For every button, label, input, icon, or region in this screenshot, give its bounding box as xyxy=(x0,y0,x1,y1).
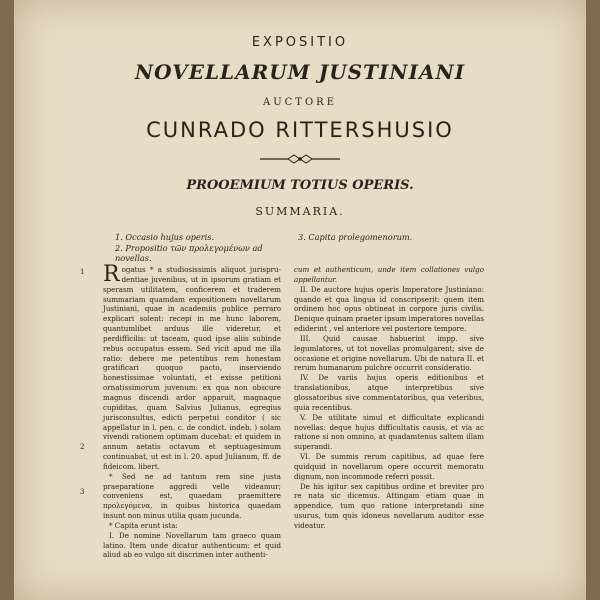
column-left xyxy=(103,262,281,560)
summaria-item: 1. Occasio hujus operis. xyxy=(115,232,215,242)
column-right xyxy=(294,265,484,531)
paragraph xyxy=(103,262,281,472)
summaria-item: 3. Capita prolegomenorum. xyxy=(298,232,413,242)
title-expositio: EXPOSITIO xyxy=(251,35,349,50)
margin-number: 2 xyxy=(80,443,85,451)
ornament-divider-icon xyxy=(260,152,340,166)
paragraph-text: dentiae juvenibus, ut in ipsorum gratiam et sperasm utilitatem, conficerem et traderem summariam quamdam expositionem novellarum Justiniani, quae in academiis publice perraro explicari solent: recepi in me hunc laborem, quantumlibet arduus ille videretur, et perdifficilis: ut taceam, quod ipse aliis subinde rebus occupatus essem. Sed vicit apud me illa ratio: debere me petentibus rem honestam gratificari quoquo pacto, inserviendo honestissimae voluntati, et exisse petitioni ornatissimorum juvenum: ex qua non obscure magnus discendi ardor apparuit, magnaque cupiditas, quam Salvius Julianus, egregius jurisconsultus, edicti perpetui conditor ( sic appellatur in l. pen. c. de condict. indeb. ) solam vivendi rationem optimam ducebat: et quidem in annum aetatis octavum et septuagesimum continuabat, ut est in l. 20. apud Julianum, ff. de fideicom. libert. xyxy=(103,274,281,471)
section-title: PROOEMIUM TOTIUS OPERIS. xyxy=(186,178,414,193)
title-novellarum: NOVELLARUM JUSTINIANI xyxy=(134,60,466,84)
paragraph-first-line: ogatus * a studiosissimis aliquot jurispru- xyxy=(121,265,281,274)
paragraph: * Capita erunt ista: xyxy=(109,520,178,530)
paragraph: De his igitur sex capitibus ordine et breviter pro re nata sic dicemus. Attingam etiam quae in appendice, tum quo ratione interpretandi sine usurus, tum quis idoneus novellarum auditor esse videatur. xyxy=(294,481,484,530)
summaria-list-left xyxy=(115,232,295,264)
summaria-list-right xyxy=(298,232,498,243)
book-page xyxy=(14,0,586,600)
summaria-heading: SUMMARIA. xyxy=(255,205,345,218)
paragraph: IV. De variis hujus operis editionibus et translationibus, atque interpretibus sive glossatoribus sive commentatoribus, qua veteribus, quia recentibus. xyxy=(294,373,484,412)
title-auctore: AUCTORE xyxy=(263,97,337,108)
paragraph: cum et authenticum, unde item collationes vulgo appellantur. xyxy=(294,265,484,284)
paragraph: III. Quid causae habuerint impp. sive legumlatores, ut tot novellas promulgarent; sive de occasione et origine novellarum. Ubi de natura II. et rerum humanarum pulchre occurrit consideratio. xyxy=(294,333,484,373)
paragraph: II. De auctore hujus operis Imperatore Justiniano: quando et qua lingua id conscripserit: quem item ordinem hoc opus obtineat in corpore juris civilis. Denique quinam praeter ipsum imperatores novellas ediderint , vel anteriore vel posteriore tempore. xyxy=(294,284,484,334)
margin-number: 3 xyxy=(80,488,85,496)
summaria-item: 2. Propositio τῶν προλεγομένων ad novellas. xyxy=(115,242,263,263)
paragraph: I. De nomine Novellarum tam graeco quam latino. Item unde dicatur authenticum: et quid aliud ab eo vulgo sit discrimen inter authenti- xyxy=(103,530,281,560)
margin-number: 1 xyxy=(80,268,85,276)
paragraph: * Sed ne ad tantum rem sine justa praeparatione aggredi velle videamur; conveniens est, quaedam praemittere προλεγόμενα, in quibus historica quaedam insunt non minus utilia quam jucunda. xyxy=(103,471,281,521)
paragraph: VI. De summis rerum capitibus, ad quae fere quidquid in novellarum opere occurrit memoratu dignum, non incommode referri possit. xyxy=(294,452,484,481)
author-name: CUNRADO RITTERSHUSIO xyxy=(146,118,454,142)
paragraph: V. De utilitate simul et difficultate explicandi novellas: deque hujus difficultatis causis, et via ac ratione si non omnino, at quadamtenus saltem illam superandi. xyxy=(294,412,484,452)
drop-cap: R xyxy=(103,262,120,287)
